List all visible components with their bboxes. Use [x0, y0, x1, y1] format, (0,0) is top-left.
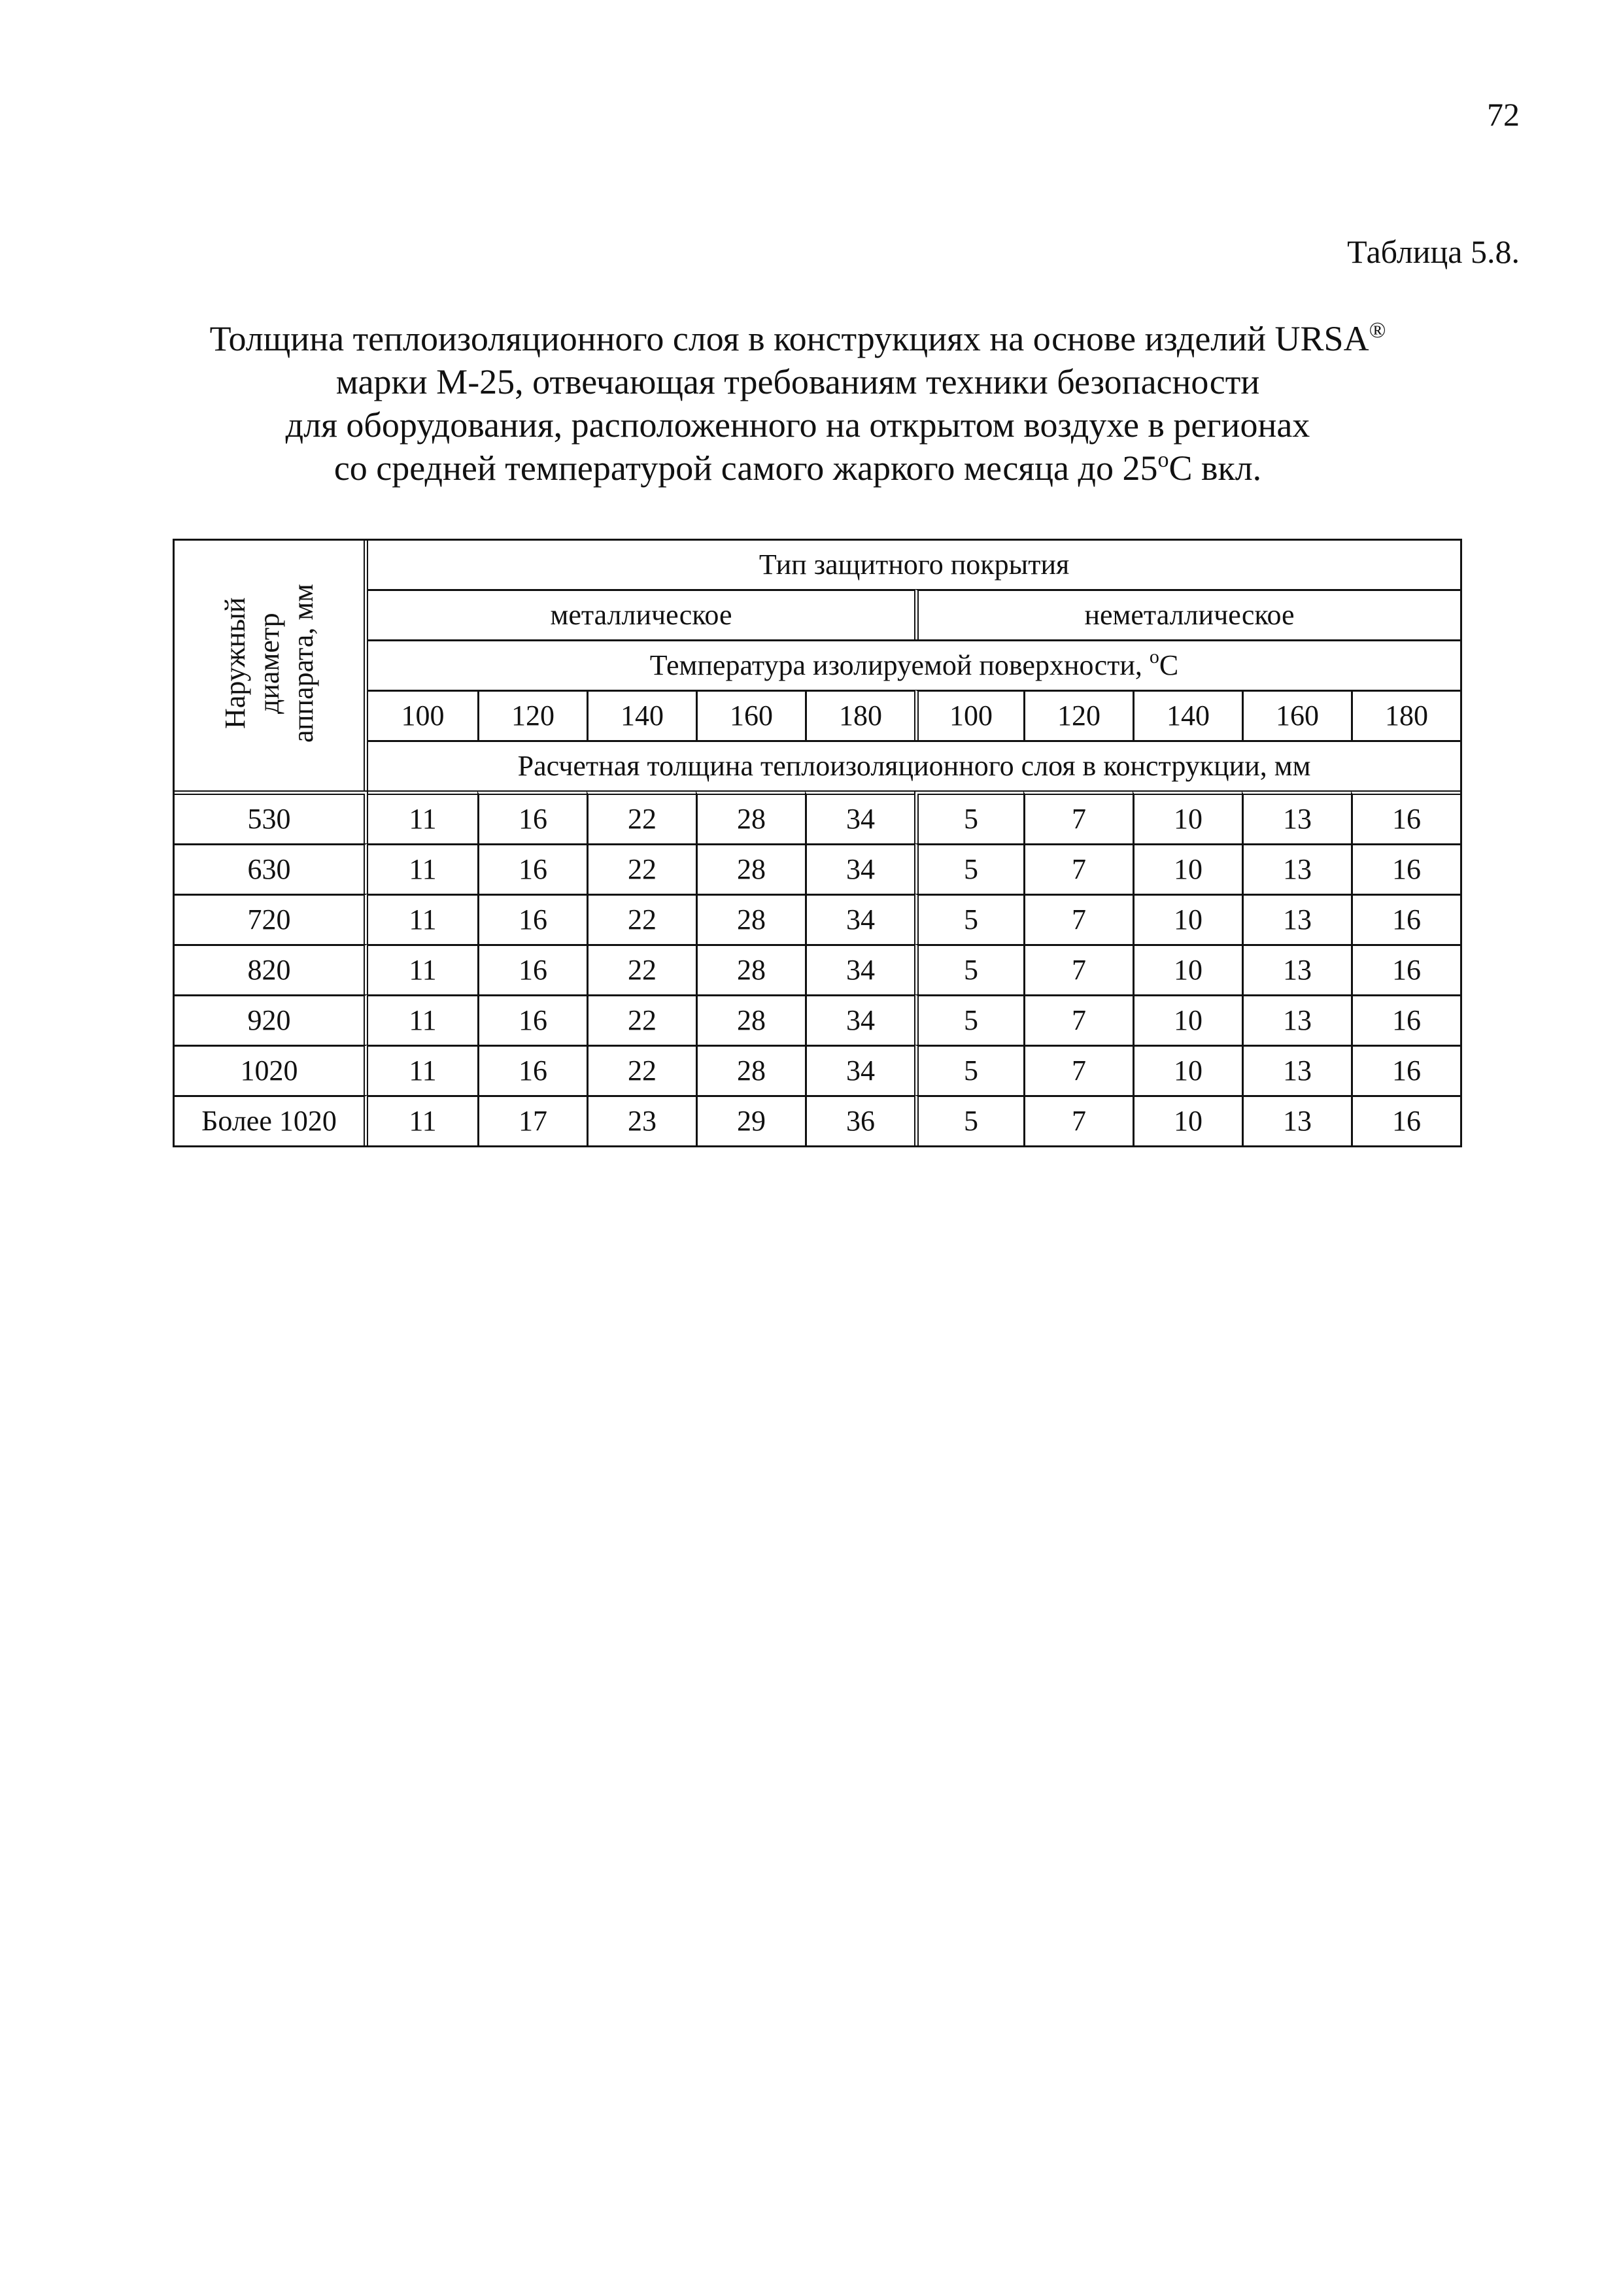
table-label: Таблица 5.8.: [1347, 233, 1520, 270]
thickness-cell: 28: [696, 843, 805, 894]
table-row: [175, 790, 1460, 843]
thickness-cell: 11: [368, 894, 477, 944]
thickness-cell: 10: [1133, 894, 1242, 944]
page-number: 72: [1487, 96, 1520, 133]
thickness-cell: 16: [1351, 843, 1460, 894]
temperature-cell: 120: [1023, 690, 1133, 740]
temperature-cell: 180: [805, 690, 914, 740]
thickness-cell: 16: [477, 790, 587, 843]
diameter-header: [175, 541, 368, 790]
thickness-cell: 10: [1133, 994, 1242, 1045]
thickness-cell: 5: [914, 790, 1023, 843]
thickness-cell: 23: [587, 1095, 696, 1145]
thickness-cell: 11: [368, 994, 477, 1045]
thickness-cell: 16: [1351, 894, 1460, 944]
header-row-coating: [175, 541, 1460, 589]
temperature-cell: 180: [1351, 690, 1460, 740]
thickness-cell: 11: [368, 944, 477, 994]
thickness-cell: 13: [1242, 1045, 1351, 1095]
diameter-cell: Более 1020: [175, 1095, 368, 1145]
thickness-cell: 5: [914, 894, 1023, 944]
diameter-cell: 820: [175, 944, 368, 994]
thickness-cell: 13: [1242, 843, 1351, 894]
thickness-cell: 11: [368, 1095, 477, 1145]
diameter-cell: 920: [175, 994, 368, 1045]
thickness-cell: 16: [477, 944, 587, 994]
temperature-cell: 100: [914, 690, 1023, 740]
temperature-cell: 140: [587, 690, 696, 740]
thickness-cell: 7: [1023, 790, 1133, 843]
temperature-cell: 140: [1133, 690, 1242, 740]
thickness-cell: 16: [477, 994, 587, 1045]
thickness-cell: 16: [477, 894, 587, 944]
caption-line-3: для оборудования, расположенного на открытом воздухе в регионах: [285, 405, 1310, 445]
thickness-cell: 16: [1351, 994, 1460, 1045]
thickness-cell: 22: [587, 994, 696, 1045]
thickness-cell: 16: [1351, 1045, 1460, 1095]
thickness-cell: 22: [587, 1045, 696, 1095]
thickness-cell: 16: [1351, 1095, 1460, 1145]
coating-header: Тип защитного покрытия: [368, 541, 1460, 589]
thickness-cell: 10: [1133, 1095, 1242, 1145]
thickness-cell: 5: [914, 1045, 1023, 1095]
thickness-cell: 28: [696, 994, 805, 1045]
thickness-cell: 34: [805, 894, 914, 944]
thickness-cell: 16: [477, 1045, 587, 1095]
temperature-cell: 120: [477, 690, 587, 740]
thickness-cell: 11: [368, 843, 477, 894]
thickness-cell: 7: [1023, 944, 1133, 994]
thickness-cell: 16: [1351, 790, 1460, 843]
table-row: [175, 843, 1460, 894]
thickness-cell: 22: [587, 790, 696, 843]
thickness-cell: 34: [805, 994, 914, 1045]
thickness-cell: 22: [587, 894, 696, 944]
group-nonmetallic: неметаллическое: [914, 589, 1460, 639]
thickness-cell: 11: [368, 790, 477, 843]
thickness-cell: 10: [1133, 1045, 1242, 1095]
table-row: [175, 944, 1460, 994]
thickness-cell: 10: [1133, 843, 1242, 894]
thickness-cell: 10: [1133, 944, 1242, 994]
thickness-cell: 13: [1242, 944, 1351, 994]
thickness-cell: 22: [587, 843, 696, 894]
thickness-cell: 34: [805, 843, 914, 894]
insulation-thickness-table: [173, 539, 1462, 1147]
thickness-cell: 29: [696, 1095, 805, 1145]
table-row: [175, 1045, 1460, 1095]
thickness-cell: 13: [1242, 894, 1351, 944]
thickness-cell: 36: [805, 1095, 914, 1145]
temperature-cell: 100: [368, 690, 477, 740]
thickness-cell: 28: [696, 944, 805, 994]
table-caption: [131, 317, 1465, 490]
temperature-cell: 160: [1242, 690, 1351, 740]
diameter-cell: 530: [175, 790, 368, 843]
thickness-cell: 28: [696, 790, 805, 843]
thickness-cell: 5: [914, 994, 1023, 1045]
diameter-cell: 630: [175, 843, 368, 894]
registered-mark: ®: [1369, 318, 1386, 343]
thickness-cell: 7: [1023, 894, 1133, 944]
thickness-cell: 13: [1242, 1095, 1351, 1145]
thickness-cell: 7: [1023, 1095, 1133, 1145]
thickness-cell: 28: [696, 1045, 805, 1095]
diameter-cell: 1020: [175, 1045, 368, 1095]
thickness-cell: 16: [477, 843, 587, 894]
caption-line-4: со средней температурой самого жаркого месяца до $25^оС$ вкл.: [333, 448, 1262, 488]
diameter-header-text: Наружный диаметр аппарата, мм: [218, 583, 319, 743]
temperature-header: Температура изолируемой поверхности, $^о$С: [368, 639, 1460, 690]
thickness-cell: 13: [1242, 790, 1351, 843]
thickness-cell: 17: [477, 1095, 587, 1145]
thickness-cell: 5: [914, 944, 1023, 994]
thickness-cell: 7: [1023, 1045, 1133, 1095]
thickness-cell: 34: [805, 1045, 914, 1095]
thickness-cell: 7: [1023, 994, 1133, 1045]
caption-line-2: марки М-25, отвечающая требованиям техники безопасности: [335, 362, 1260, 401]
table-row: [175, 894, 1460, 944]
thickness-cell: 22: [587, 944, 696, 994]
group-metallic: металлическое: [368, 589, 914, 639]
thickness-cell: 5: [914, 1095, 1023, 1145]
degree-mark: о: [1157, 448, 1169, 472]
thickness-cell: 34: [805, 790, 914, 843]
table-row: [175, 1095, 1460, 1145]
thickness-cell: 11: [368, 1045, 477, 1095]
thickness-cell: 5: [914, 843, 1023, 894]
thickness-cell: 28: [696, 894, 805, 944]
thickness-cell: 16: [1351, 944, 1460, 994]
caption-line-1: Толщина теплоизоляционного слоя в конструкциях на основе изделий URSA®: [209, 318, 1386, 358]
thickness-cell: 7: [1023, 843, 1133, 894]
thickness-header: Расчетная толщина теплоизоляционного слоя в конструкции, мм: [368, 740, 1460, 790]
table-row: [175, 994, 1460, 1045]
thickness-cell: 10: [1133, 790, 1242, 843]
thickness-cell: 34: [805, 944, 914, 994]
thickness-cell: 13: [1242, 994, 1351, 1045]
diameter-cell: 720: [175, 894, 368, 944]
temperature-cell: 160: [696, 690, 805, 740]
degree-mark: о: [1149, 646, 1159, 667]
